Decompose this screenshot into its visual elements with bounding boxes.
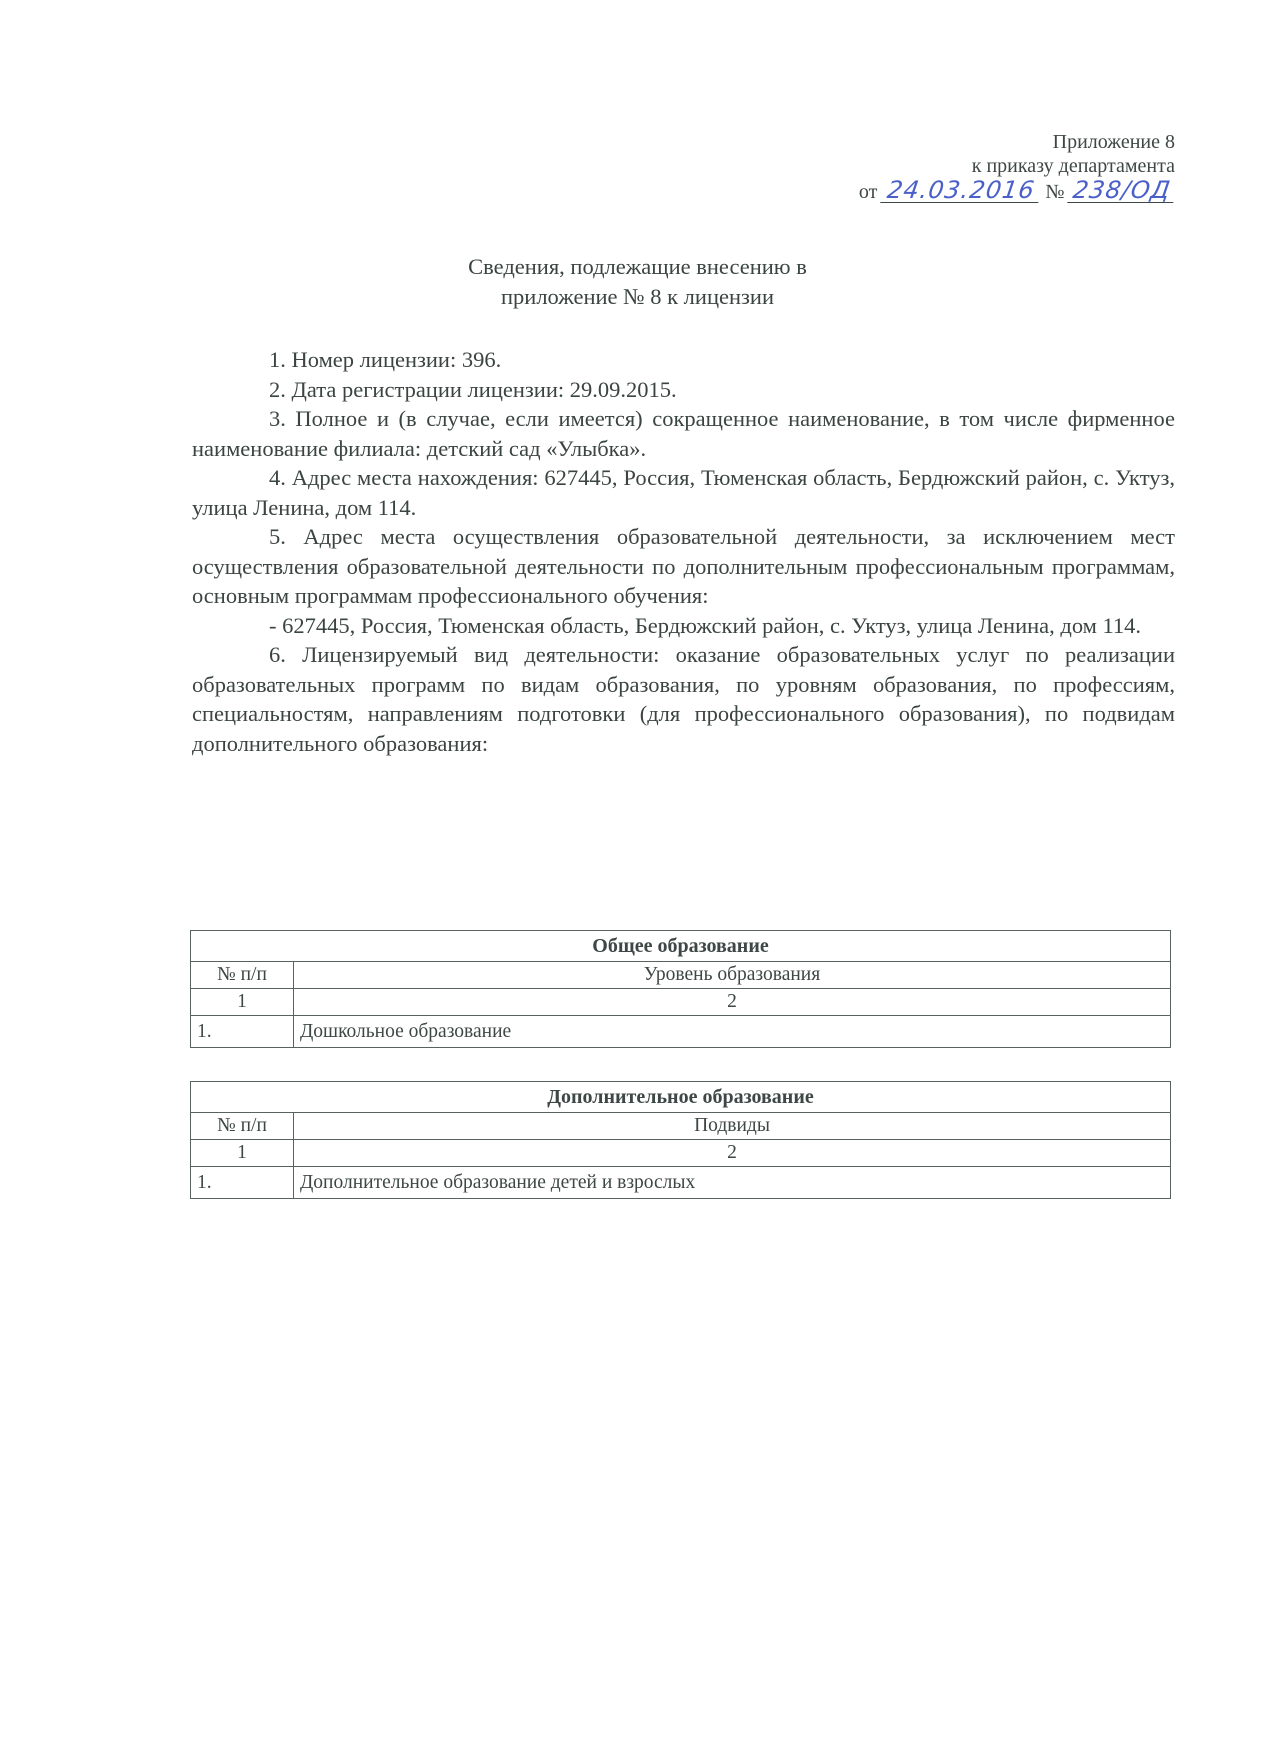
- document-title: [0, 252, 1275, 312]
- handwritten-order-number: 238/ОД: [1068, 178, 1177, 203]
- index-cell-2: 2: [294, 989, 1171, 1016]
- row-number: 1.: [191, 1016, 294, 1048]
- table-caption: Общее образование: [191, 931, 1171, 962]
- number-sign: №: [1045, 181, 1065, 203]
- table-caption: Дополнительное образование: [191, 1082, 1171, 1113]
- item-licensed-activity: 6. Лицензируемый вид деятельности: оказание образовательных услуг по реализации образовательных программ по видам образования, по уровням образования, по профессиям, специальностям, направлениям подготовки (для профессионального образования), по подвидам дополнительного образования:: [192, 642, 1175, 756]
- table-caption-row: [191, 1082, 1171, 1113]
- header-cell-subtype: Подвиды: [294, 1113, 1171, 1140]
- order-date-number: [859, 178, 1175, 204]
- appendix-header: [859, 130, 1175, 204]
- index-cell-1: 1: [191, 989, 294, 1016]
- item-registration-date: 2. Дата регистрации лицензии: 29.09.2015.: [269, 376, 677, 402]
- item-activity-address: 5. Адрес места осуществления образовательной деятельности, за исключением мест осуществления образовательной деятельности по дополнительным профессиональным программам, основным программам профессионального обучения:: [192, 524, 1175, 608]
- table-header-row: [191, 962, 1171, 989]
- table-caption-row: [191, 931, 1171, 962]
- order-reference: к приказу департамента: [971, 155, 1175, 177]
- item-location-address: 4. Адрес места нахождения: 627445, Россия, Тюменская область, Бердюжский район, с. Уктуз, улица Ленина, дом 114.: [192, 465, 1175, 520]
- handwritten-date: 24.03.2016: [881, 178, 1043, 203]
- document-body: [192, 345, 1175, 758]
- row-number: 1.: [191, 1167, 294, 1199]
- item-license-number: 1. Номер лицензии: 396.: [269, 347, 502, 372]
- table-index-row: [191, 989, 1171, 1016]
- item-activity-address-entry: - 627445, Россия, Тюменская область, Бердюжский район, с. Уктуз, улица Ленина, дом 114.: [269, 612, 1142, 638]
- row-value: Дополнительное образование детей и взрослых: [294, 1167, 1171, 1199]
- date-prefix: от: [858, 181, 878, 203]
- title-line-1: Сведения, подлежащие внесению в: [468, 254, 807, 279]
- table-row: [191, 1016, 1171, 1048]
- title-line-2: приложение № 8 к лицензии: [500, 284, 774, 309]
- general-education-table: [190, 930, 1171, 1048]
- item-full-name: 3. Полное и (в случае, если имеется) сокращенное наименование, в том числе фирменное наименование филиала: детский сад «Улыбка».: [192, 406, 1175, 461]
- table-index-row: [191, 1140, 1171, 1167]
- header-cell-level: Уровень образования: [294, 962, 1171, 989]
- table-header-row: [191, 1113, 1171, 1140]
- index-cell-1: 1: [191, 1140, 294, 1167]
- index-cell-2: 2: [294, 1140, 1171, 1167]
- table-row: [191, 1167, 1171, 1199]
- header-cell-number: № п/п: [191, 962, 294, 989]
- header-cell-number: № п/п: [191, 1113, 294, 1140]
- additional-education-table: [190, 1081, 1171, 1199]
- row-value: Дошкольное образование: [294, 1016, 1171, 1048]
- appendix-label: Приложение 8: [1052, 131, 1175, 153]
